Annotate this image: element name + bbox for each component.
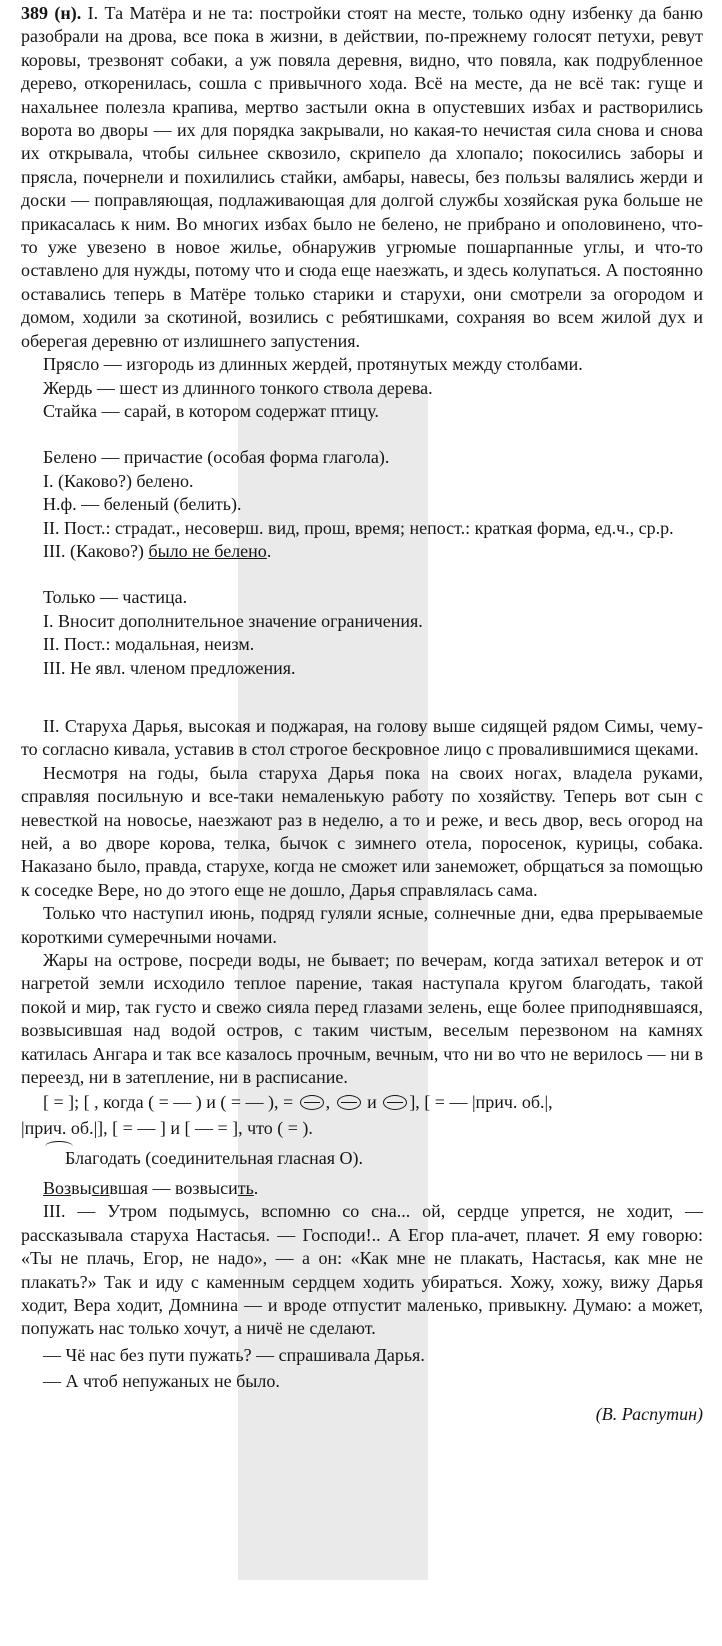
scheme-part-e: |прич. об.|], [ = — ] и [ — = ], что ( = ). [21,1118,313,1139]
part2-paragraph-1: II. Старуха Дарья, высокая и поджарая, на голову выше сидящей рядом Симы, чему-то согласно кивала, уставив в стол строгое бескровное лицо с провалившимися щеками. [21,715,703,760]
parse-beleno-2: Н.ф. — беленый (белить). [43,494,242,515]
scheme-part-c: и [367,1092,377,1113]
part3-paragraph-2: — Чё нас без пути пужать? — спрашивала Дарья. [43,1344,425,1365]
parse-beleno-4 [21,540,703,563]
parse-tolko-3: III. Не явл. членом предложения. [43,657,296,678]
parse-beleno-4-suffix: . [266,540,272,561]
textbook-page [21,2,703,1426]
part2-paragraph-4: Жары на острове, посреди воды, не бывает; по вечерам, когда затихал ветерок и от нагретой земли исходило теплое парение, такая наступала кругом благодать, такой покой и мир, так густо и свежо сияла перед глазами зелень, еще более приподнявшаяся, возвысившая над водой остров, с таким чистым, веселым перезвоном на камнях катилась Ангара и так все казалось прочным, вечным, что ни во что не верилось — ни в переезд, ни в затепление, ни в расписание. [21,950,703,1088]
glossary-prjaslo: Прясло — изгородь из длинных жердей, протянутых между столбами. [43,354,583,375]
part3-paragraph-3: — А чтоб непужаных не было. [43,1371,280,1392]
part2-paragraph-3: Только что наступил июнь, подряд гуляли ясные, солнечные дни, едва прерываемые короткими сумеречными ночами. [21,903,703,947]
morpheme-note: (соединительная гласная О). [140,1148,363,1169]
participial-circle-icon [337,1095,361,1110]
morpheme-explanation: вшая — возвыси [109,1177,238,1198]
scheme-part-d: ], [ = — |прич. об.|, [409,1092,553,1113]
scheme-part-b: , [325,1092,331,1113]
morpheme-prefix-end: з [64,1177,72,1198]
part1-paragraph [21,2,703,353]
glossary-stajka: Стайка — сарай, в котором содержат птицу. [43,400,379,421]
part3-paragraph-1: III. — Утром подымусь, вспомню со сна... ой, сердце упрется, не ходит, — рассказывала старуха Настасья. — Господи!.. А Егор пла-ачет, плачет. Я ему говорю: «Ты не плачь, Егор, не надо», — а он: «Как мне не плакать, Настасья, как мне не плакать?» Так и иду с каменным сердцем ходить убираться. Хожу, хожу, вижу Дарья ходит, Вера ходит, Домнина — и вроде отпустит маленько, привыкну. Думаю: а может, попужать нас только хочут, а ничё не сделают. [21,1201,703,1339]
parse-beleno-head: Белено — причастие (особая форма глагола). [43,447,390,468]
morpheme-connecting-vowel: о [99,1148,108,1169]
sentence-scheme [21,1089,703,1141]
parse-tolko-1: I. Вносит дополнительное значение ограничения. [43,610,423,631]
morpheme-root-part: вы [71,1177,92,1198]
parse-beleno-1: I. (Каково?) белено. [43,470,194,491]
underlined-predicate: было не белено [148,540,267,561]
morpheme-ending: ть [237,1177,254,1198]
morpheme-period: . [253,1177,259,1198]
author-signature: (В. Распутин) [595,1403,703,1424]
parse-beleno-4-prefix: III. (Каково?) [43,540,149,561]
parse-tolko-head: Только — частица. [43,587,188,608]
participial-circle-icon [383,1095,407,1110]
morpheme-root: Благ [65,1148,100,1169]
participial-circle-icon [300,1095,324,1110]
scheme-part-a: [ = ]; [ , когда ( = — ) и ( = — ), = [43,1092,294,1113]
morpheme-underlined-2: и [99,1177,110,1198]
root-arc-icon [45,1141,73,1152]
parse-beleno-3: II. Пост.: страдат., несоверш. вид, прош, время; непост.: краткая форма, ед.ч., ср.р. [43,517,674,538]
morpheme-vozvysivshaja [21,1177,703,1200]
part2-paragraph-2: Несмотря на годы, была старуха Дарья пока на своих ногах, владела руками, справляя посильную и все-таки немаленькую работу по хозяйству. Теперь вот сын с невесткой на новосье, наезжают раз в неделю, а то и реже, и весь двор, весь огород на ней, а во дворе корова, телка, бычок с зимнего отела, поросенок, курицы, собака. Наказано было, правда, старухе, когда не сможет или занеможет, обрщаться за помощью к соседке Вере, но до этого еще не дошло, Дарья справлялась сама. [21,762,703,900]
part1-text: I. Та Матёра и не та: постройки стоят на месте, только одну избенку да баню разобрали на дрова, все пока в жизни, в действии, по-прежнему голосят петухи, ревут коровы, трезвонят собаки, а уж повяла деревня, видно, что повяла, как подрубленное дерево, откоренилась, сошла с привычного хода. Всё на месте, да не всё так: гуще и нахальнее полезла крапива, мертво застыли окна в опустевших избах и растворились ворота во дворы — их для порядка закрывали, но какая-то нечистая сила снова и снова их открывала, чтобы сильнее сквозило, скрипело да хлопало; покосились заборы и прясла, почернели и похилились стайки, амбары, навесы, без пользы валялись жерди и доски — поправляющая, подлаживающая для долгой службы хозяйская рука больше не прикасалась к ним. Во многих избах было не белено, не прибрано и ополовинено, что-то уже увезено в новое жилье, обнаружив угрюмые пошарпанные углы, и что-то оставлено для нужды, потому что и сюда еще наезжать, и здесь колупаться. А постоянно оставались теперь в Матёре только старики и старухи, они смотрели за огородом и домом, ходили за скотиной, возились с ребятишками, сохраняя во всем жилой дух и оберегая деревню от излишнего запустения. [21,3,703,351]
root-mark [43,1147,99,1170]
parse-tolko-2: II. Пост.: модальная, неизм. [43,634,255,655]
morpheme-rest: дать [107,1148,141,1169]
morpheme-prefix: Во [43,1177,65,1198]
glossary-zherd: Жердь — шест из длинного тонкого ствола дерева. [43,377,433,398]
exercise-number: 389 (н). [21,3,82,23]
morpheme-blagodat [21,1147,703,1170]
morpheme-underlined: с [91,1177,100,1198]
